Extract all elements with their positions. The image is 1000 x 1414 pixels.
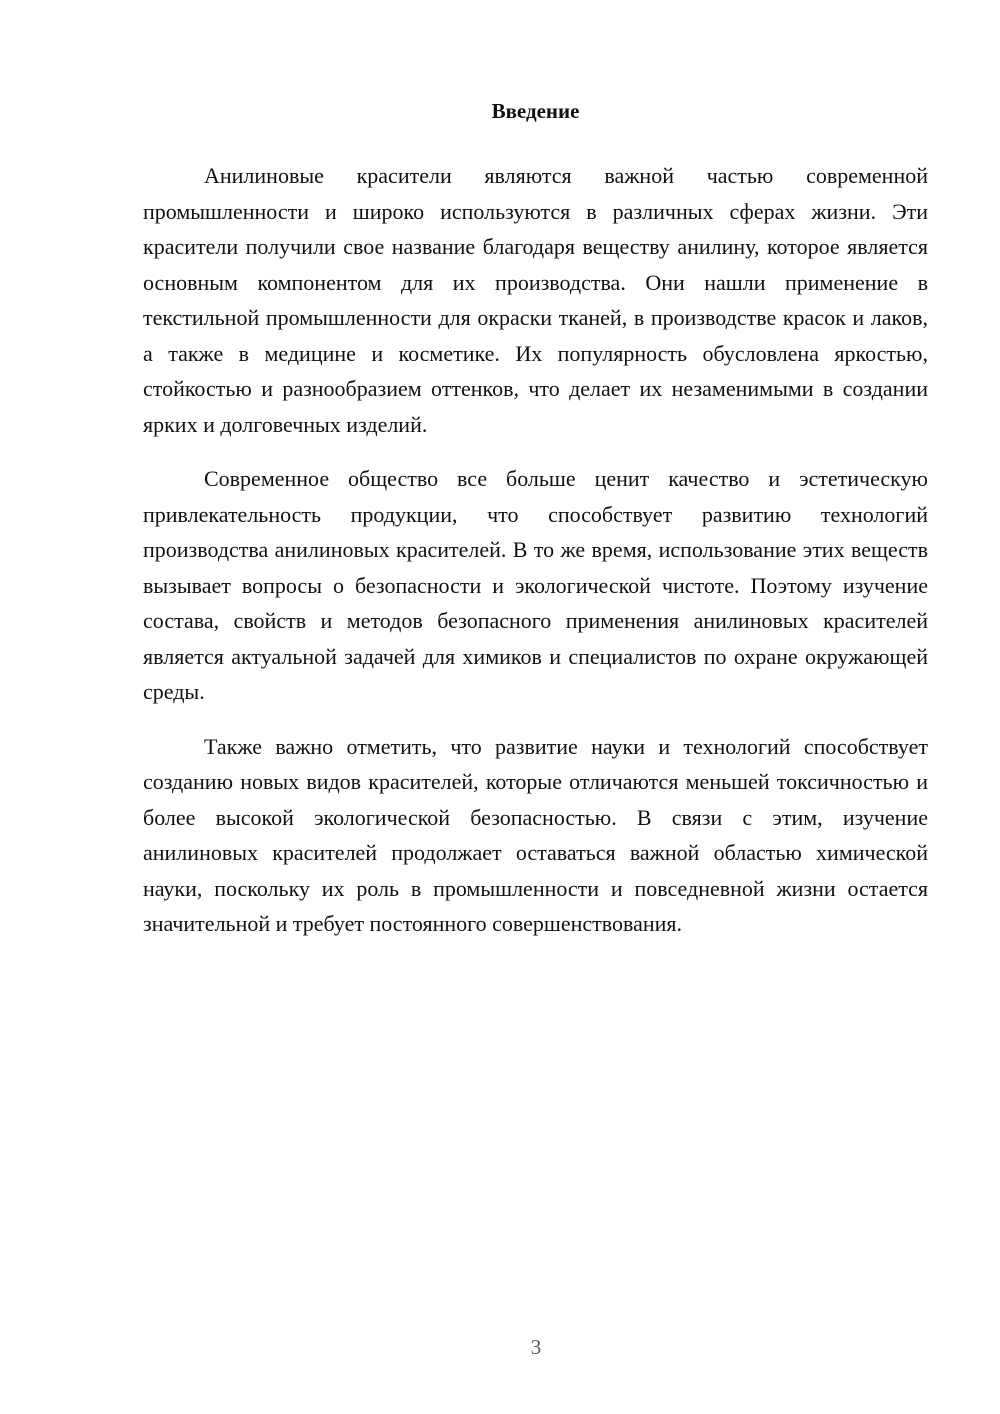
paragraph-3: Также важно отметить, что развитие науки и технологий способствует созданию новых видов красителей, которые отличаются меньшей токсичностью и более высокой экологической безопасностью. В связи с этим, изучение анилиновых красителей продолжает оставаться важной областью химической науки, поскольку их роль в промышленности и повседневной жизни остается значительной и требует постоянного совершенствования.	[143, 733, 928, 936]
paragraph-2: Современное общество все больше ценит качество и эстетическую привлекательность продукции, что способствует развитию технологий производства анилиновых красителей. В то же время, использование этих веществ вызывает вопросы о безопасности и экологической чистоте. Поэтому изучение состава, свойств и методов безопасного применения анилиновых красителей является актуальной задачей для химиков и специалистов по охране окружающей среды.	[143, 466, 928, 704]
page-content	[143, 96, 928, 942]
page-number: 3	[530, 1335, 542, 1359]
page-title: Введение	[491, 99, 580, 123]
paragraph-1: Анилиновые красители являются важной частью современной промышленности и широко используются в различных сферах жизни. Эти красители получили свое название благодаря веществу анилину, которое является основным компонентом для их производства. Они нашли применение в текстильной промышленности для окраски тканей, в производстве красок и лаков, а также в медицине и косметике. Их популярность обусловлена яркостью, стойкостью и разнообразием оттенков, что делает их незаменимыми в создании ярких и долговечных изделий.	[143, 163, 928, 437]
